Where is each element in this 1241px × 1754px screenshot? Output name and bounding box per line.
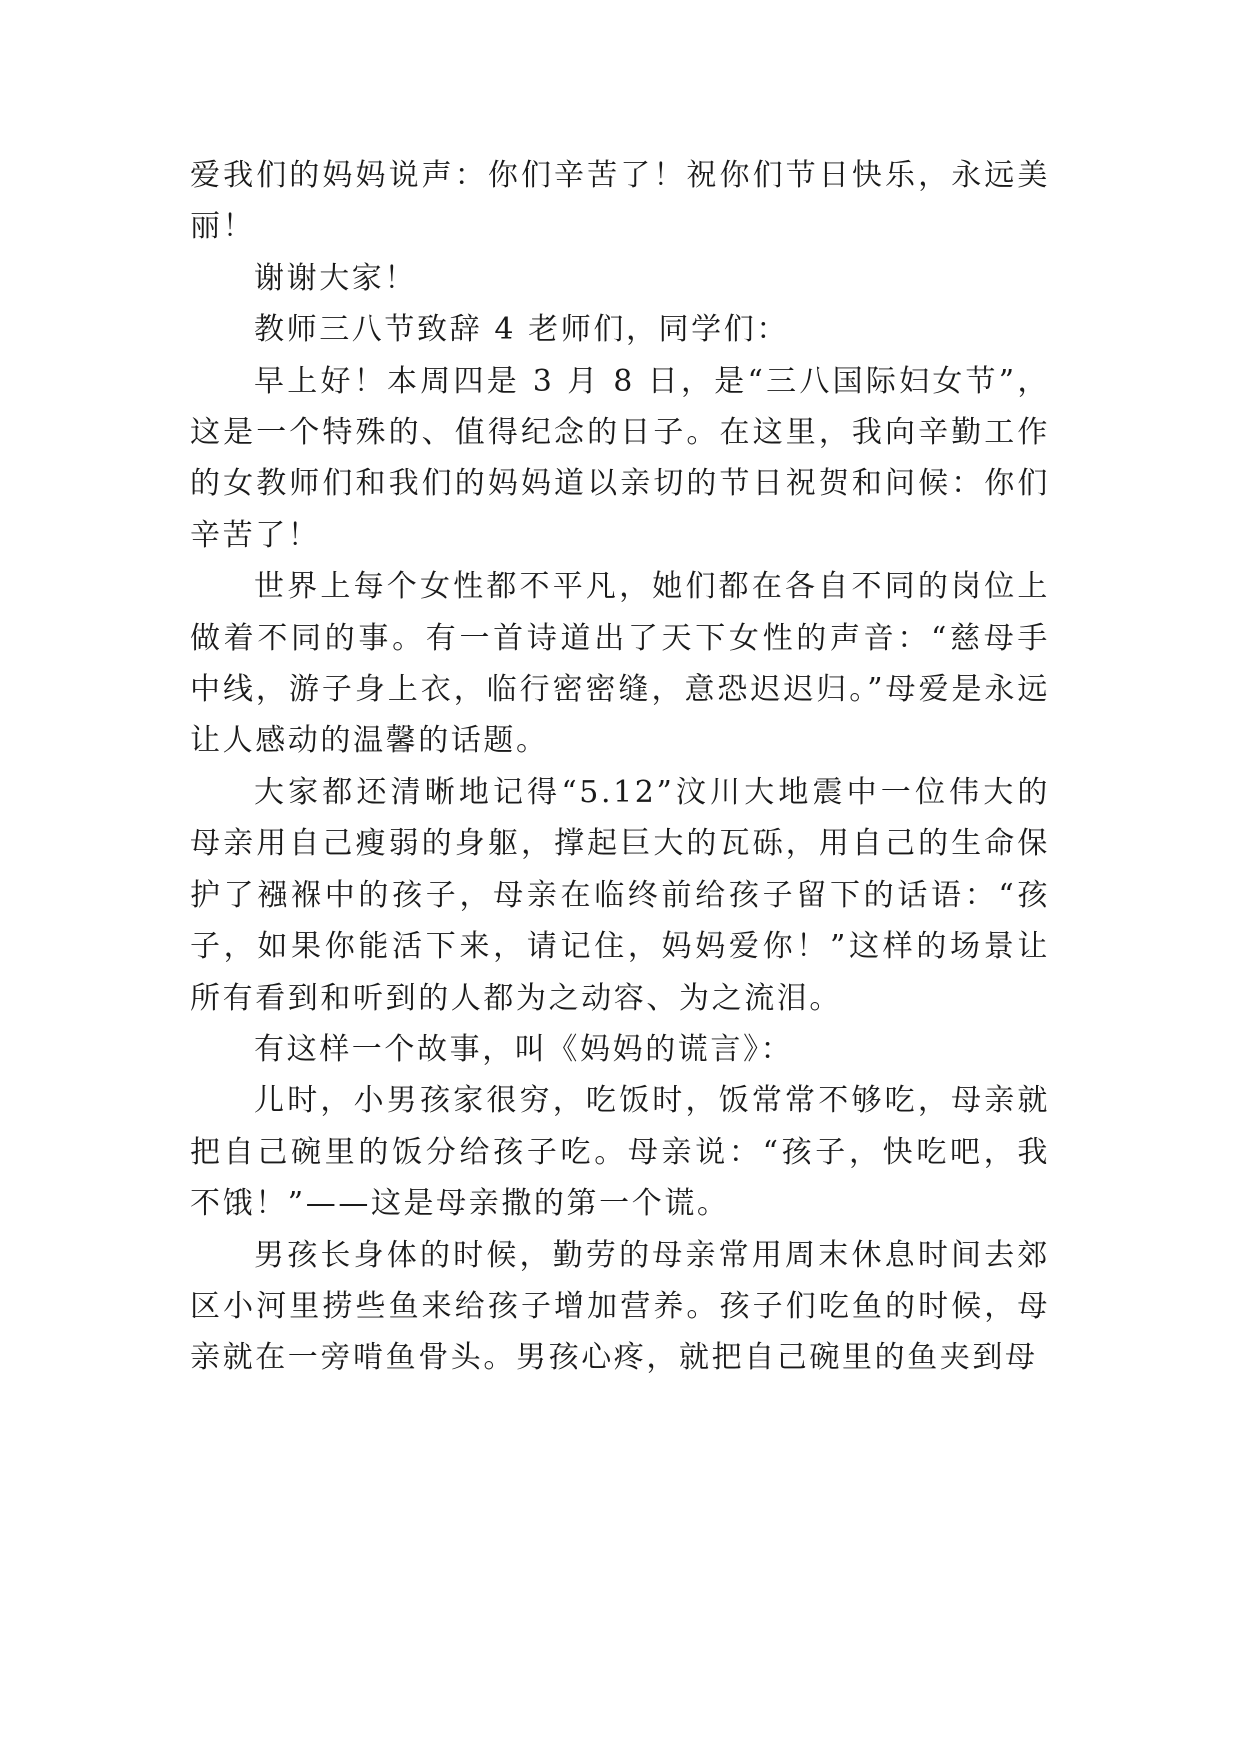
paragraph-5: 世界上每个女性都不平凡，她们都在各自不同的岗位上做着不同的事。有一首诗道出了天下女性的声音：“慈母手中线，游子身上衣，临行密密缝，意恐迟迟归。”母爱是永远让人感动的温馨的话题。: [190, 569, 1050, 759]
paragraph-8: 儿时，小男孩家很穷，吃饭时，饭常常不够吃，母亲就把自己碗里的饭分给孩子吃。母亲说：“孩子，快吃吧，我不饿！”——这是母亲撒的第一个谎。: [190, 1083, 1050, 1222]
paragraph-3: 教师三八节致辞 4 老师们，同学们：: [254, 312, 789, 348]
paragraph-9: 男孩长身体的时候，勤劳的母亲常用周末休息时间去郊区小河里捞些鱼来给孩子增加营养。孩子们吃鱼的时候，母亲就在一旁啃鱼骨头。男孩心疼，就把自己碗里的鱼夹到母: [190, 1237, 1050, 1376]
paragraph-6: 大家都还清晰地记得“5.12”汶川大地震中一位伟大的母亲用自己瘦弱的身躯，撑起巨大的瓦砾，用自己的生命保护了襁褓中的孩子，母亲在临终前给孩子留下的话语：“孩子，如果你能活下来，请记住，妈妈爱你！”这样的场景让所有看到和听到的人都为之动容、为之流泪。: [190, 774, 1050, 1016]
paragraph-4: 早上好！本周四是 3 月 8 日，是“三八国际妇女节”，这是一个特殊的、值得纪念的日子。在这里，我向辛勤工作的女教师们和我们的妈妈道以亲切的节日祝贺和问候：你们辛苦了！: [190, 363, 1050, 553]
paragraph-2: 谢谢大家！: [254, 260, 417, 296]
document-body: [190, 150, 1050, 1384]
paragraph-1: 爱我们的妈妈说声：你们辛苦了！祝你们节日快乐，永远美丽！: [190, 158, 1050, 245]
paragraph-7: 有这样一个故事，叫《妈妈的谎言》：: [254, 1031, 794, 1067]
